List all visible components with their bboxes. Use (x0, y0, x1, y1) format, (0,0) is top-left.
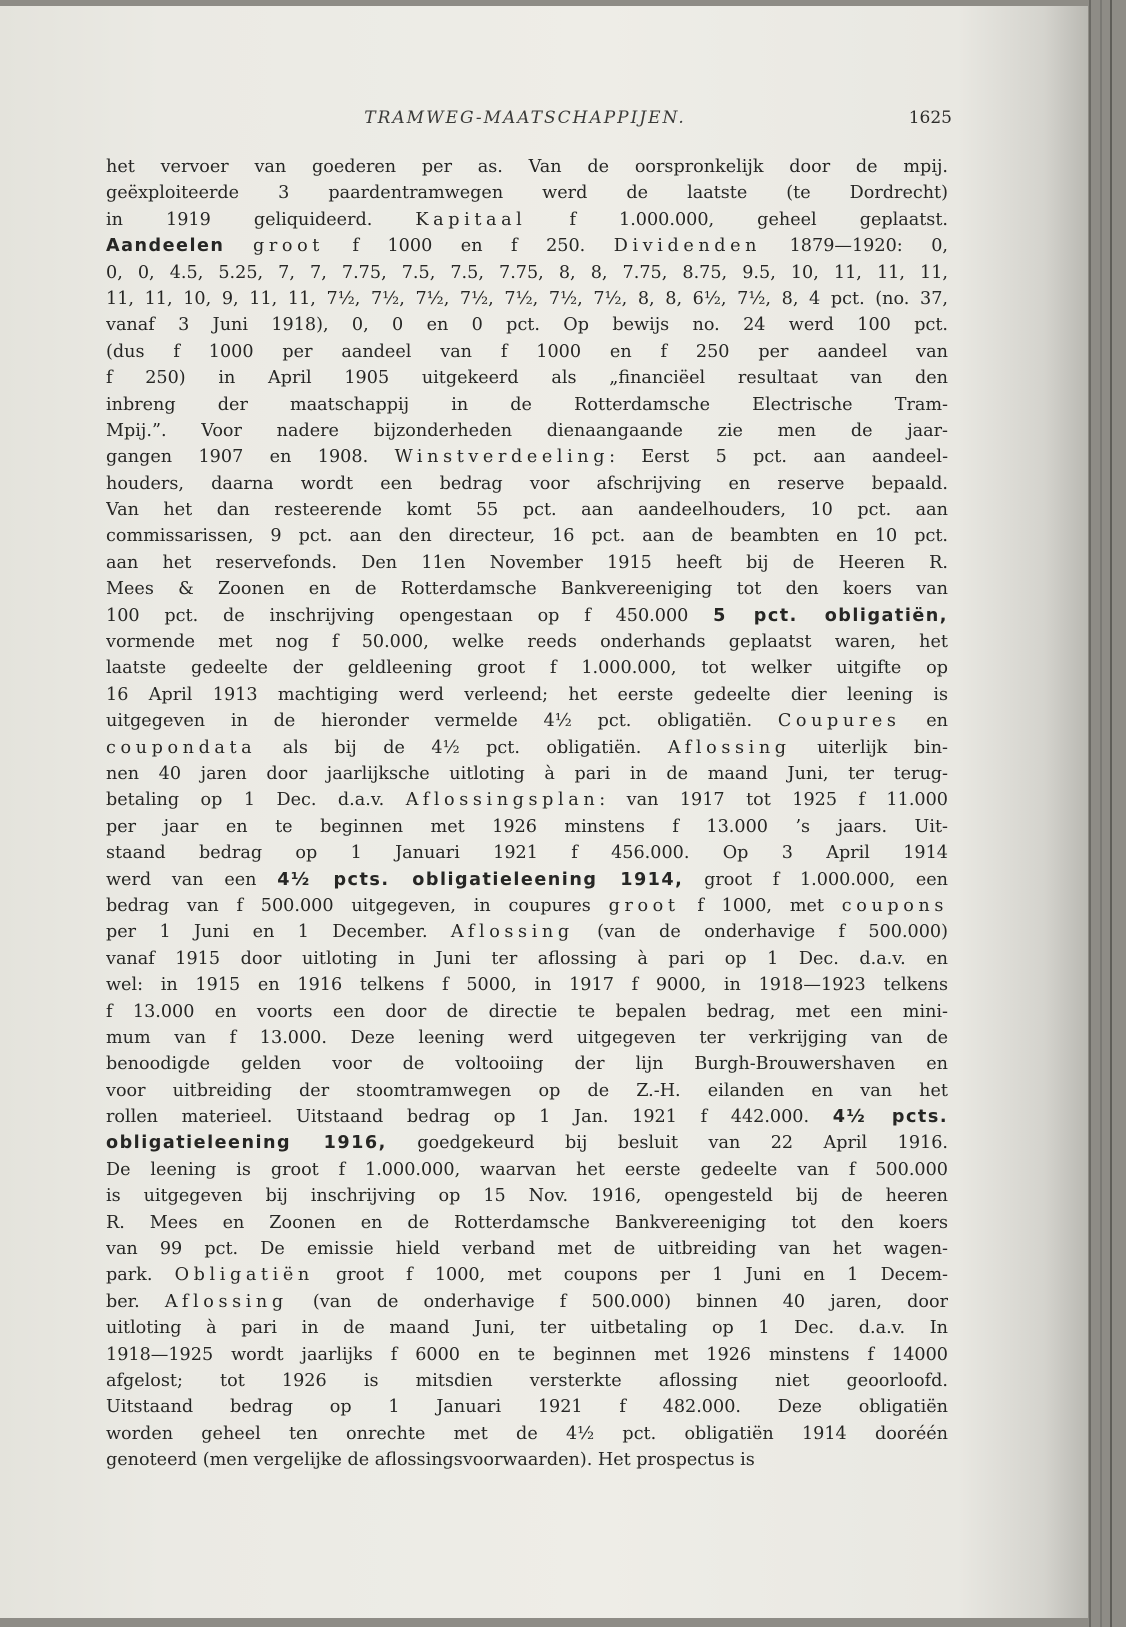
text-run: 11, 11, 10, 9, 11, 11, 7½, 7½, 7½, 7½, 7½, 7½, 7½, 8, 8, 6½, 7½, 8, 4 pct. (no. 37, (106, 288, 948, 309)
page-edge-line (1089, 0, 1091, 1627)
text-run: f 250) in April 1905 uitgekeerd als „financiëel resultaat van den (106, 368, 948, 389)
running-head: TRAMWEG-MAATSCHAPPIJEN. (364, 108, 686, 128)
text-run: 100 pct. de inschrijving opengestaan op f 450.000 (106, 605, 714, 626)
bold-heading-text: Aandeelen (106, 236, 225, 257)
text-run: groot f 1.000.000, een (683, 869, 948, 890)
page-edge-line (1110, 0, 1112, 1627)
body-text (106, 154, 948, 1474)
text-run: in 1919 geliquideerd. (106, 209, 416, 230)
spaced-term-text: Coupures (777, 711, 901, 732)
text-line (106, 708, 948, 734)
text-line (106, 207, 948, 233)
text-run: 0, 0, 4.5, 5.25, 7, 7, 7.75, 7.5, 7.5, 7.75, 8, 8, 7.75, 8.75, 9.5, 10, 11, 11, 11, (106, 262, 948, 283)
text-line (106, 787, 948, 813)
text-run: worden geheel ten onrechte met de 4½ pct. obligatiën 1914 dooréén (106, 1423, 948, 1444)
text-line (106, 365, 948, 391)
bold-heading-text: 4½ pcts. (832, 1107, 948, 1128)
spaced-term-text: Aflossing (667, 737, 791, 758)
text-line (106, 154, 948, 180)
spaced-term-text: Kapitaal (415, 209, 527, 230)
text-run: werd van een (106, 869, 278, 890)
text-line (106, 999, 948, 1025)
text-run: benoodigde gelden voor de voltooiing der lijn Burgh-Brouwershaven en (106, 1054, 948, 1075)
text-run: geëxploiteerde 3 paardentramwegen werd de laatste (te Dordrecht) (106, 183, 948, 204)
text-run: Van het dan resteerende komt 55 pct. aan aandeelhouders, 10 pct. aan (106, 500, 948, 521)
text-run: goedgekeurd bij besluit van 22 April 1916. (386, 1133, 948, 1154)
text-run: uitloting à pari in de maand Juni, ter uitbetaling op 1 Dec. d.a.v. In (106, 1318, 948, 1339)
text-line (106, 1421, 948, 1447)
spaced-term-text: coupondata (106, 737, 257, 758)
text-run: f 1000 en f 250. (323, 236, 614, 257)
text-line (106, 471, 948, 497)
spaced-term-text: coupons (841, 895, 948, 916)
text-line (106, 761, 948, 787)
text-line (106, 867, 948, 893)
text-run: per jaar en te beginnen met 1926 minstens f 13.000 ’s jaars. Uit- (106, 816, 948, 837)
text-run: laatste gedeelte der geldleening groot f 1.000.000, tot welker uitgifte op (106, 658, 948, 679)
text-line (106, 893, 948, 919)
text-run: rollen materieel. Uitstaand bedrag op 1 Jan. 1921 f 442.000. (106, 1107, 833, 1128)
spaced-term-text: Dividenden (613, 236, 762, 257)
text-line (106, 735, 948, 761)
text-line (106, 840, 948, 866)
text-run: (van de onderhavige f 500.000) (573, 922, 948, 943)
text-line (106, 655, 948, 681)
text-run: genoteerd (men vergelijke de aflossingsvoorwaarden). Het prospectus is (106, 1450, 755, 1471)
text-run: vanaf 3 Juni 1918), 0, 0 en 0 pct. Op bewijs no. 24 werd 100 pct. (106, 315, 948, 336)
text-line (106, 814, 948, 840)
text-run: voor uitbreiding der stoomtramwegen op de Z.-H. eilanden en van het (106, 1080, 948, 1101)
text-line (106, 919, 948, 945)
text-line (106, 603, 948, 629)
text-run: aan het reservefonds. Den 11en November 1915 heeft bij de Heeren R. (106, 552, 948, 573)
text-run: inbreng der maatschappij in de Rotterdamsche Electrische Tram- (106, 394, 948, 415)
text-run: houders, daarna wordt een bedrag voor afschrijving en reserve bepaald. (106, 473, 948, 494)
text-line (106, 972, 948, 998)
text-line (106, 523, 948, 549)
text-run: 16 April 1913 machtiging werd verleend; het eerste gedeelte dier leening is (106, 684, 948, 705)
text-line (106, 1262, 948, 1288)
text-run: 1879—1920: 0, (761, 236, 948, 257)
text-run: : Eerst 5 pct. aan aandeel- (609, 447, 948, 468)
bold-heading-text: 4½ pcts. obligatieleening 1914, (277, 869, 684, 890)
text-run: bedrag van f 500.000 uitgegeven, in coupures (106, 895, 609, 916)
text-run: f 1.000.000, geheel geplaatst. (526, 209, 948, 230)
text-run: het vervoer van goederen per as. Van de oorspronkelijk door de mpij. (106, 157, 948, 177)
text-run: vormende met nog f 50.000, welke reeds onderhands geplaatst waren, het (106, 632, 948, 653)
spaced-term-text: Obligatiën (174, 1265, 314, 1286)
text-run: f 13.000 en voorts een door de directie te bepalen bedrag, met een mini- (106, 1001, 948, 1022)
text-run: (van de onderhavige f 500.000) binnen 40 jaren, door (287, 1291, 948, 1312)
text-run (224, 236, 253, 256)
text-run: Mpij.”. Voor nadere bijzonderheden dienaangaande zie men de jaar- (106, 420, 948, 441)
text-line (106, 1315, 948, 1341)
text-run: vanaf 1915 door uitloting in Juni ter aflossing à pari op 1 Dec. d.a.v. en (106, 948, 948, 969)
text-line (106, 1025, 948, 1051)
text-line (106, 1130, 948, 1156)
text-run: is uitgegeven bij inschrijving op 15 Nov. 1916, opengesteld bij de heeren (106, 1186, 948, 1207)
text-run: Uitstaand bedrag op 1 Januari 1921 f 482.000. Deze obligatiën (106, 1397, 948, 1418)
text-line (106, 418, 948, 444)
text-line (106, 1157, 948, 1183)
text-line (106, 233, 948, 259)
text-run: betaling op 1 Dec. d.a.v. (106, 790, 406, 811)
text-line (106, 1394, 948, 1420)
text-line (106, 629, 948, 655)
spaced-term-text: groot (253, 236, 324, 257)
spaced-term-text: groot (608, 895, 680, 916)
text-line (106, 444, 948, 470)
text-line (106, 1104, 948, 1130)
text-run: ber. (106, 1291, 165, 1312)
text-line (106, 339, 948, 365)
text-run: groot f 1000, met coupons per 1 Juni en 1 Decem- (313, 1265, 948, 1286)
text-run: mum van f 13.000. Deze leening werd uitgegeven ter verkrijging van de (106, 1027, 948, 1048)
text-line (106, 682, 948, 708)
text-line (106, 1051, 948, 1077)
text-run: Mees & Zoonen en de Rotterdamsche Bankvereeniging tot den koers van (106, 579, 948, 600)
text-run: uiterlijk bin- (790, 737, 948, 758)
text-line (106, 497, 948, 523)
text-run: : van 1917 tot 1925 f 11.000 (599, 790, 948, 811)
text-run: als bij de 4½ pct. obligatiën. (256, 737, 668, 758)
spaced-term-text: Aflossing (164, 1291, 288, 1312)
text-run: van 99 pct. De emissie hield verband met de uitbreiding van het wagen- (106, 1239, 948, 1260)
text-run: commissarissen, 9 pct. aan den directeur, 16 pct. aan de beambten en 10 pct. (106, 526, 948, 547)
text-line (106, 1289, 948, 1315)
text-line (106, 1236, 948, 1262)
bold-heading-text: obligatieleening 1916, (106, 1133, 387, 1154)
bold-heading-text: 5 pct. obligatiën, (713, 605, 948, 626)
book-page (0, 6, 1088, 1618)
text-line (106, 1447, 948, 1473)
text-run: 1918—1925 wordt jaarlijks f 6000 en te beginnen met 1926 minstens f 14000 (106, 1344, 948, 1365)
text-run: en (900, 711, 948, 732)
text-run: afgelost; tot 1926 is mitsdien versterkte aflossing niet geoorloofd. (106, 1370, 948, 1391)
text-line (106, 1078, 948, 1104)
text-run: f 1000, met (679, 895, 842, 916)
text-line (106, 1368, 948, 1394)
text-line (106, 286, 948, 312)
text-run: R. Mees en Zoonen en de Rotterdamsche Bankvereeniging tot den koers (106, 1212, 948, 1233)
text-run: park. (106, 1265, 175, 1286)
text-run: nen 40 jaren door jaarlijksche uitloting à pari in de maand Juni, ter terug- (106, 763, 948, 784)
page-number: 1625 (908, 108, 952, 128)
spaced-term-text: Aflossingsplan (405, 790, 600, 811)
page-edge-line (1100, 0, 1102, 1627)
text-line (106, 946, 948, 972)
text-run: uitgegeven in de hieronder vermelde 4½ pct. obligatiën. (106, 711, 778, 732)
spaced-term-text: Aflossing (450, 922, 574, 943)
text-line (106, 1210, 948, 1236)
page-header (100, 100, 950, 140)
text-line (106, 260, 948, 286)
text-line (106, 576, 948, 602)
text-line (106, 180, 948, 206)
text-line (106, 1342, 948, 1368)
text-line (106, 312, 948, 338)
text-run: (dus f 1000 per aandeel van f 1000 en f 250 per aandeel van (106, 341, 948, 362)
text-run: De leening is groot f 1.000.000, waarvan het eerste gedeelte van f 500.000 (106, 1159, 948, 1180)
text-run: per 1 Juni en 1 December. (106, 922, 451, 943)
text-run: gangen 1907 en 1908. (106, 447, 395, 468)
text-line (106, 550, 948, 576)
text-run: staand bedrag op 1 Januari 1921 f 456.000. Op 3 April 1914 (106, 843, 948, 864)
text-line (106, 1183, 948, 1209)
text-line (106, 392, 948, 418)
text-run: wel: in 1915 en 1916 telkens f 5000, in 1917 f 9000, in 1918—1923 telkens (106, 975, 948, 996)
spaced-term-text: Winstverdeeling (394, 447, 610, 468)
